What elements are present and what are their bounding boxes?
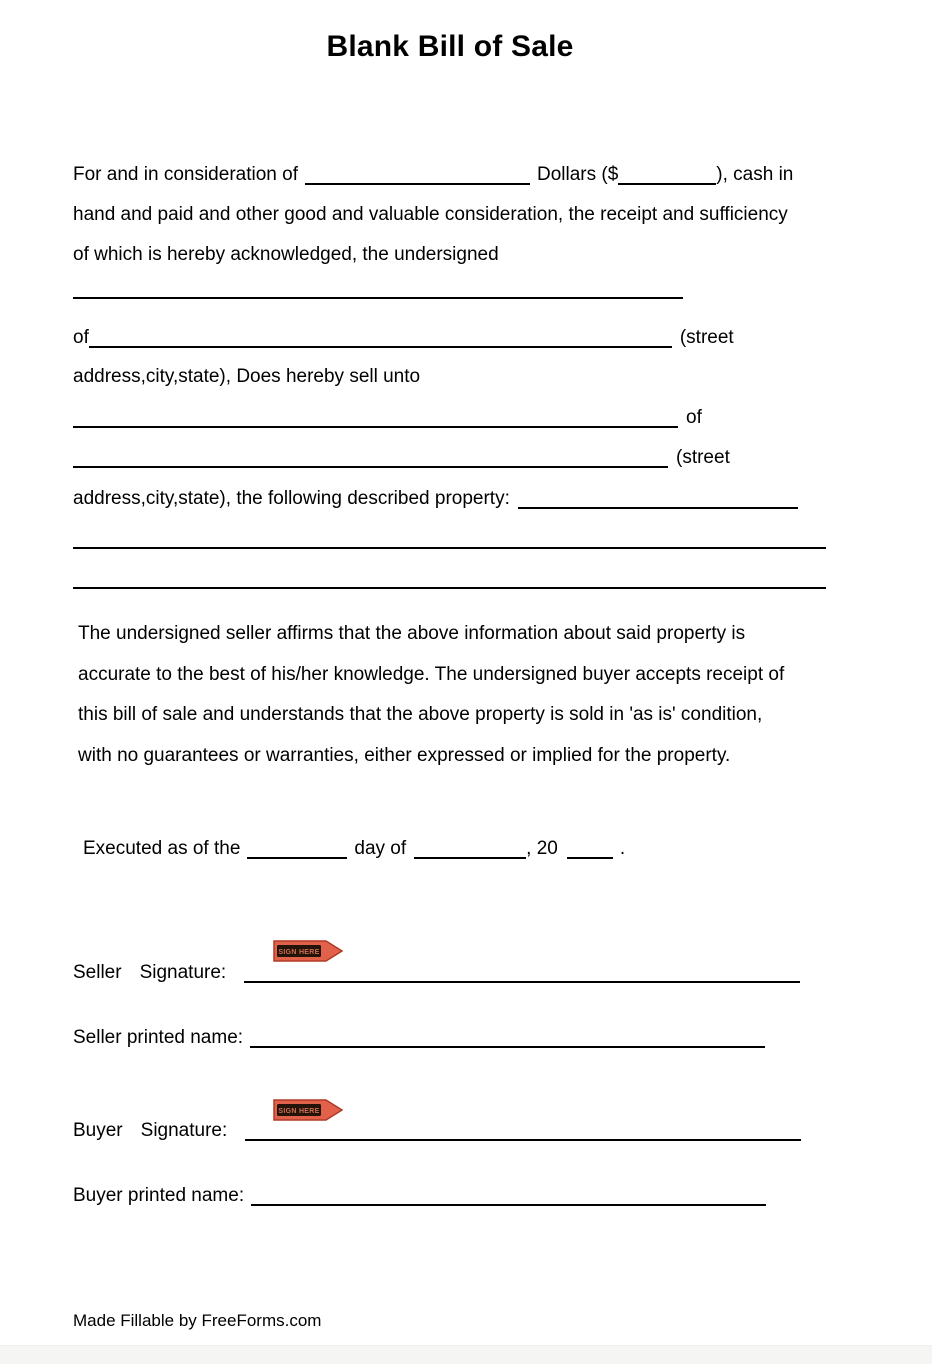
consideration-amount-words-field[interactable] (305, 161, 530, 185)
buyer-printed-name-label: Buyer printed name: (73, 1185, 245, 1206)
buyer-printed-name-row (73, 1182, 766, 1209)
day-of-text: day of (354, 838, 407, 859)
buyer-printed-name-field[interactable] (251, 1182, 766, 1206)
buyer-address-field[interactable] (73, 444, 668, 468)
seller-printed-name-field[interactable] (250, 1024, 765, 1048)
sell-unto-text: address,city,state), Does hereby sell unto (73, 366, 421, 387)
property-description-field-2[interactable] (73, 547, 826, 549)
execution-year-field[interactable] (567, 835, 613, 859)
executed-text: Executed as of the (83, 838, 241, 859)
affirmation-text-1: The undersigned seller affirms that the above information about said property is (78, 623, 746, 644)
buyer-signature-label: Signature: (140, 1120, 228, 1141)
buyer-name-field[interactable] (73, 404, 678, 428)
intro-line-2-text: hand and paid and other good and valuable consideration, the receipt and sufficiency (73, 204, 788, 225)
property-intro-text: address,city,state), the following described property: (73, 488, 510, 509)
execution-month-field[interactable] (414, 835, 526, 859)
sign-here-label: SIGN HERE (278, 1108, 320, 1115)
consideration-amount-numeric-field[interactable] (618, 161, 716, 185)
comma-20-text: , 20 (526, 838, 558, 859)
intro-line-3-text: of which is hereby acknowledged, the undersigned (73, 244, 499, 265)
buyer-signature-row (73, 1117, 801, 1144)
execution-line (83, 835, 625, 862)
seller-printed-name-label: Seller printed name: (73, 1027, 244, 1048)
affirmation-text-3: this bill of sale and understands that the above property is sold in 'as is' condition, (78, 704, 763, 725)
seller-address-field[interactable] (89, 324, 672, 348)
buyer-signature-field[interactable] (245, 1117, 801, 1141)
seller-name-field[interactable] (73, 297, 683, 299)
sell-unto-line (73, 364, 420, 390)
of-text: of (73, 327, 89, 348)
execution-day-field[interactable] (247, 835, 347, 859)
affirmation-line-1 (78, 621, 745, 647)
dollars-text: Dollars ($ (536, 164, 619, 185)
affirmation-line-2 (78, 662, 784, 688)
footer-credit: Made Fillable by FreeForms.com (73, 1311, 322, 1330)
buyer-name-line (73, 404, 702, 431)
intro-line-2 (73, 202, 788, 228)
intro-line-1 (73, 161, 793, 188)
sign-here-label: SIGN HERE (278, 949, 320, 956)
of-text-2: of (686, 407, 702, 428)
street-paren-text-2: (street (676, 447, 730, 468)
intro-line-3 (73, 242, 499, 268)
page-title: Blank Bill of Sale (326, 30, 574, 63)
affirmation-line-4 (78, 743, 730, 769)
affirmation-line-3 (78, 702, 762, 728)
seller-signature-label: Signature: (139, 962, 227, 983)
seller-printed-name-row (73, 1024, 765, 1051)
seller-signature-row (73, 959, 800, 986)
page-bottom-edge (0, 1345, 932, 1364)
cash-in-text: ), cash in (716, 164, 794, 185)
property-description-field-3[interactable] (73, 587, 826, 589)
buyer-address-line (73, 444, 730, 471)
buyer-word: Buyer (73, 1120, 123, 1141)
property-intro-line (73, 485, 798, 512)
affirmation-text-2: accurate to the best of his/her knowledge. The undersigned buyer accepts receipt of (78, 664, 785, 685)
consideration-text: For and in consideration of (73, 164, 298, 185)
period-text: . (619, 838, 626, 859)
street-paren-text: (street (679, 327, 734, 348)
seller-address-line (73, 324, 734, 351)
property-description-field-1[interactable] (518, 485, 798, 509)
affirmation-text-4: with no guarantees or warranties, either expressed or implied for the property. (78, 745, 731, 766)
seller-word: Seller (73, 962, 122, 983)
seller-signature-field[interactable] (244, 959, 800, 983)
